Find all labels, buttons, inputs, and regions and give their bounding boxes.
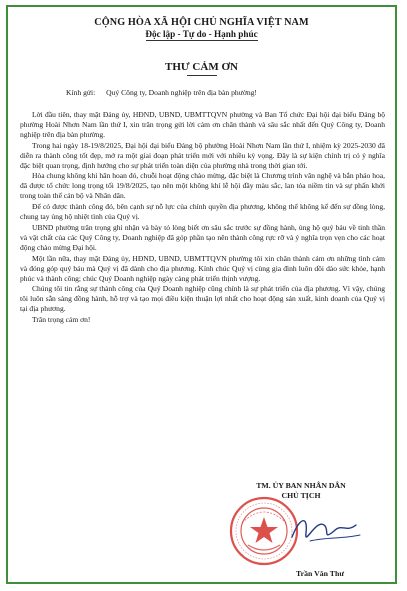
signature-org: TM. ỦY BAN NHÂN DÂN xyxy=(256,481,346,490)
paragraph: Hòa chung không khí hân hoan đó, chuỗi hoạt động chào mừng, đặc biệt là Chương trình văn nghệ và bắn pháo hoa, đã được tổ chức long trọng tối 19/8/2025, tạo nên một không khí lễ hội đầy màu sắc, lan tỏa niềm tin và sự phấn khởi trong toàn thể cán bộ và Nhân dân. xyxy=(20,171,385,201)
signer-name: Trần Văn Thư xyxy=(295,569,344,578)
letter-body xyxy=(10,110,393,325)
letter xyxy=(10,11,393,579)
paragraph: Trong hai ngày 18-19/8/2025, Đại hội đại biểu Đảng bộ phường Hoài Nhơn Nam lần thứ I, nhiệm kỳ 2025-2030 đã diễn ra thành công tốt đẹp, mở ra một giai đoạn phát triển mới với nhiều kỳ vọng. Đây là sự kiện chính trị có ý nghĩa đặc biệt quan trọng, định hướng cho sự phát triển toàn diện của phường nhà trong thời gian tới. xyxy=(20,140,385,170)
motto: Độc lập - Tự do - Hạnh phúc xyxy=(145,29,258,39)
paragraph: Lời đầu tiên, thay mặt Đảng ủy, HĐND, UBND, UBMTTQVN phường và Ban Tổ chức Đại hội đại biểu Đảng bộ phường Hoài Nhơn Nam lần thứ I, xin trân trọng gửi lời cảm ơn chân thành và sâu sắc nhất đến Quý Công ty, Doanh nghiệp trên địa bàn phường. xyxy=(20,110,385,139)
paragraph: UBND phường trân trọng ghi nhận và bày tỏ lòng biết ơn sâu sắc trước sự đồng hành, ủng hộ quý báu về tinh thần và vật chất của các Quý Công ty, Doanh nghiệp đã góp phần tạo nên thành công rực rỡ và ý nghĩa trọn vẹn cho các hoạt động chào mừng Đại hội. xyxy=(20,222,385,252)
national-header xyxy=(10,17,393,41)
paragraph: Để có được thành công đó, bên cạnh sự nỗ lực của chính quyền địa phương, không thể không kể đến sự đồng lòng, chung tay ủng hộ nhiệt tình của Quý vị. xyxy=(20,202,385,222)
nation-name: CỘNG HÒA XÃ HỘI CHỦ NGHĨA VIỆT NAM xyxy=(94,17,309,28)
letter-title: THƯ CẢM ƠN xyxy=(165,61,238,73)
paragraph: Một lần nữa, thay mặt Đảng ủy, HĐND, UBND, UBMTTQVN phường tôi xin chân thành cảm ơn những tình cảm và đóng góp quý báu mà Quý vị đã dành cho địa phương. Kính chúc Quý vị cùng gia đình luôn dồi dào sức khỏe, hạnh phúc và thành công; chúc Quý Doanh nghiệp ngày càng phát triển thịnh vượng. xyxy=(20,253,385,283)
paragraph: Chúng tôi tin rằng sự thành công của Quý Doanh nghiệp cũng chính là sự phát triển của địa phương. Vì vậy, chúng tôi luôn sẵn sàng đồng hành, hỗ trợ và tạo mọi điều kiện thuận lợi nhất cho hoạt động sản xuất, kinh doanh của Quý vị tại địa phương. xyxy=(20,284,385,314)
handwritten-signature-icon xyxy=(286,507,366,553)
greeting-recipient: Quý Công ty, Doanh nghiệp trên địa bàn phường! xyxy=(106,88,257,97)
greeting xyxy=(10,88,393,97)
signature-block xyxy=(226,481,376,578)
greeting-label: Kính gửi: xyxy=(66,88,96,97)
title-underline xyxy=(187,75,217,76)
closing: Trân trọng cảm ơn! xyxy=(32,315,91,325)
motto-underline xyxy=(146,40,258,41)
signature-role: CHỦ TỊCH xyxy=(281,491,321,500)
